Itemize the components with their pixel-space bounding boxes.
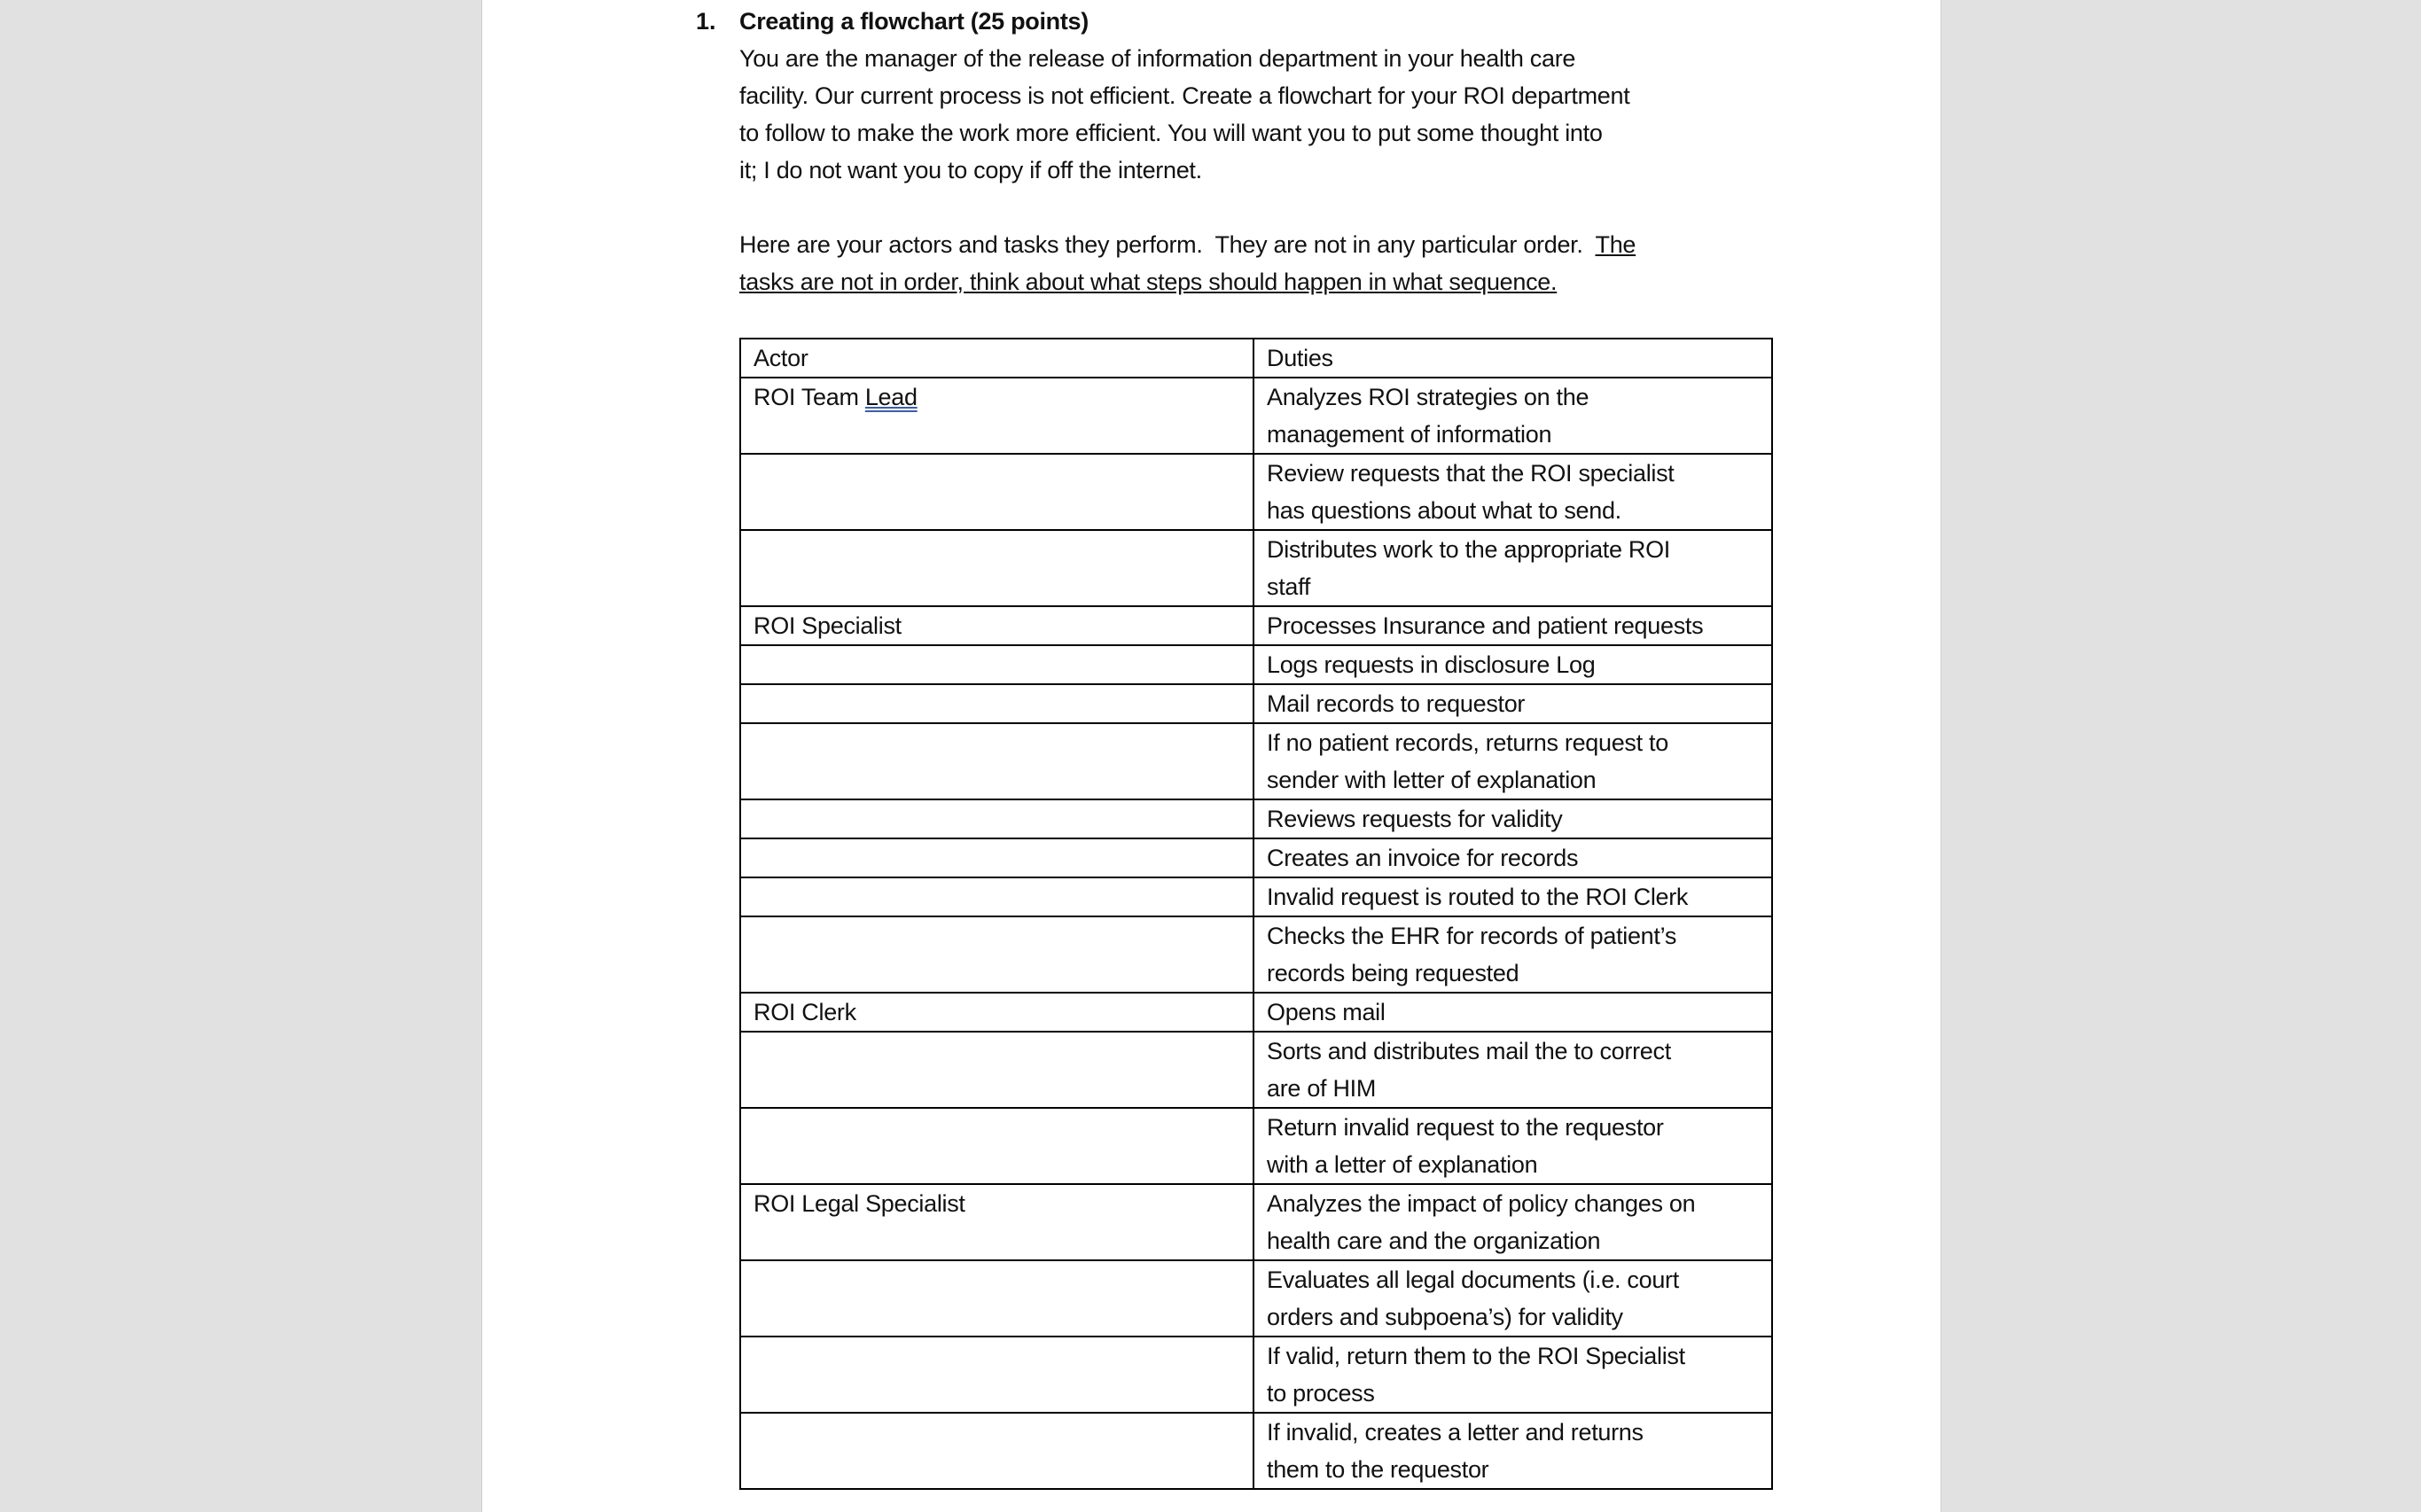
table-row	[740, 684, 1772, 723]
duty-line: management of information	[1267, 421, 1552, 448]
table-row	[740, 799, 1772, 838]
duty-line: Evaluates all legal documents (i.e. court	[1267, 1266, 1679, 1293]
duty-cell	[1253, 684, 1772, 723]
actor-cell	[740, 723, 1253, 799]
duty-line: Mail records to requestor	[1267, 690, 1526, 717]
table-row	[740, 606, 1772, 645]
duty-line: If no patient records, returns request to	[1267, 729, 1668, 756]
instructions-underlined: tasks are not in order, think about what steps should happen in what sequence.	[739, 269, 1558, 295]
intro-line: You are the manager of the release of information department in your health care	[739, 45, 1576, 72]
actor-cell	[740, 645, 1253, 684]
actor-cell	[740, 838, 1253, 877]
intro-line: facility. Our current process is not efficient. Create a flowchart for your ROI department	[739, 82, 1630, 109]
duty-line: sender with letter of explanation	[1267, 767, 1597, 793]
question-body	[739, 3, 1803, 300]
duty-cell	[1253, 530, 1772, 606]
actor-cell	[740, 916, 1253, 993]
actor-cell	[740, 1260, 1253, 1337]
duty-line: to process	[1267, 1380, 1375, 1407]
instructions-line	[739, 226, 1803, 263]
actor-cell: ROI Clerk	[740, 993, 1253, 1032]
duty-line: records being requested	[1267, 960, 1519, 986]
instructions-underlined: The	[1595, 231, 1636, 258]
actor-cell	[740, 1108, 1253, 1184]
actor-cell	[740, 684, 1253, 723]
intro-line: it; I do not want you to copy if off the internet.	[739, 157, 1202, 183]
duty-line: has questions about what to send.	[1267, 497, 1621, 524]
header-actor: Actor	[740, 339, 1253, 378]
duty-line: If invalid, creates a letter and returns	[1267, 1419, 1644, 1446]
duty-line: Processes Insurance and patient requests	[1267, 612, 1704, 639]
table-row	[740, 723, 1772, 799]
table-row	[740, 1184, 1772, 1260]
duty-cell	[1253, 1108, 1772, 1184]
table-row	[740, 1337, 1772, 1413]
duty-line: Analyzes the impact of policy changes on	[1267, 1190, 1696, 1217]
spelling-flag: Lead	[864, 384, 918, 410]
duty-line: Reviews requests for validity	[1267, 806, 1563, 832]
question-title: Creating a flowchart (25 points)	[739, 8, 1089, 35]
duty-line: Return invalid request to the requestor	[1267, 1114, 1664, 1141]
actor-cell	[740, 530, 1253, 606]
duty-line: Sorts and distributes mail the to correct	[1267, 1038, 1671, 1064]
actor-cell: ROI Legal Specialist	[740, 1184, 1253, 1260]
duty-cell	[1253, 877, 1772, 916]
actor-cell	[740, 1337, 1253, 1413]
table-row	[740, 1413, 1772, 1489]
actor-cell	[740, 1413, 1253, 1489]
question-number: 1.	[696, 8, 716, 35]
duty-cell	[1253, 606, 1772, 645]
actor-cell	[740, 799, 1253, 838]
table-row	[740, 378, 1772, 454]
duty-cell	[1253, 838, 1772, 877]
duty-cell	[1253, 1413, 1772, 1489]
duty-cell	[1253, 723, 1772, 799]
header-duties: Duties	[1253, 339, 1772, 378]
duty-cell	[1253, 1032, 1772, 1108]
duty-line: Creates an invoice for records	[1267, 845, 1579, 871]
duty-line: orders and subpoena’s) for validity	[1267, 1304, 1623, 1330]
duty-line: staff	[1267, 573, 1311, 600]
duty-line: with a letter of explanation	[1267, 1151, 1538, 1178]
intro-line: to follow to make the work more efficient. You will want you to put some thought into	[739, 120, 1603, 146]
table-row	[740, 877, 1772, 916]
duty-line: Opens mail	[1267, 999, 1386, 1025]
actors-duties-table	[739, 338, 1773, 1490]
duty-cell	[1253, 1260, 1772, 1337]
duty-cell	[1253, 799, 1772, 838]
actor-cell: ROI Team Lead	[740, 378, 1253, 454]
duty-line: Checks the EHR for records of patient’s	[1267, 923, 1677, 949]
duty-line: them to the requestor	[1267, 1456, 1489, 1483]
actor-cell	[740, 1032, 1253, 1108]
table-row	[740, 838, 1772, 877]
duty-cell	[1253, 378, 1772, 454]
duty-cell	[1253, 1337, 1772, 1413]
duty-line: health care and the organization	[1267, 1228, 1601, 1254]
actor-cell: ROI Specialist	[740, 606, 1253, 645]
document-page	[481, 0, 1941, 1512]
table-row	[740, 1260, 1772, 1337]
duty-cell	[1253, 1184, 1772, 1260]
table-row	[740, 645, 1772, 684]
table-row	[740, 916, 1772, 993]
duty-line: Logs requests in disclosure Log	[1267, 651, 1596, 678]
table-row	[740, 993, 1772, 1032]
actor-cell	[740, 454, 1253, 530]
duty-cell	[1253, 916, 1772, 993]
duty-line: Distributes work to the appropriate ROI	[1267, 536, 1670, 563]
duty-line: are of HIM	[1267, 1075, 1377, 1102]
duty-cell	[1253, 993, 1772, 1032]
duty-line: Review requests that the ROI specialist	[1267, 460, 1675, 487]
duty-cell	[1253, 454, 1772, 530]
table-row	[740, 454, 1772, 530]
duty-line: Analyzes ROI strategies on the	[1267, 384, 1589, 410]
actor-cell	[740, 877, 1253, 916]
duty-cell	[1253, 645, 1772, 684]
table-header-row	[740, 339, 1772, 378]
table-row	[740, 1032, 1772, 1108]
duty-line: Invalid request is routed to the ROI Clerk	[1267, 884, 1689, 910]
table-row	[740, 530, 1772, 606]
table-row	[740, 1108, 1772, 1184]
duty-line: If valid, return them to the ROI Specialist	[1267, 1343, 1685, 1369]
instructions-text: Here are your actors and tasks they perform. They are not in any particular order.	[739, 231, 1596, 258]
